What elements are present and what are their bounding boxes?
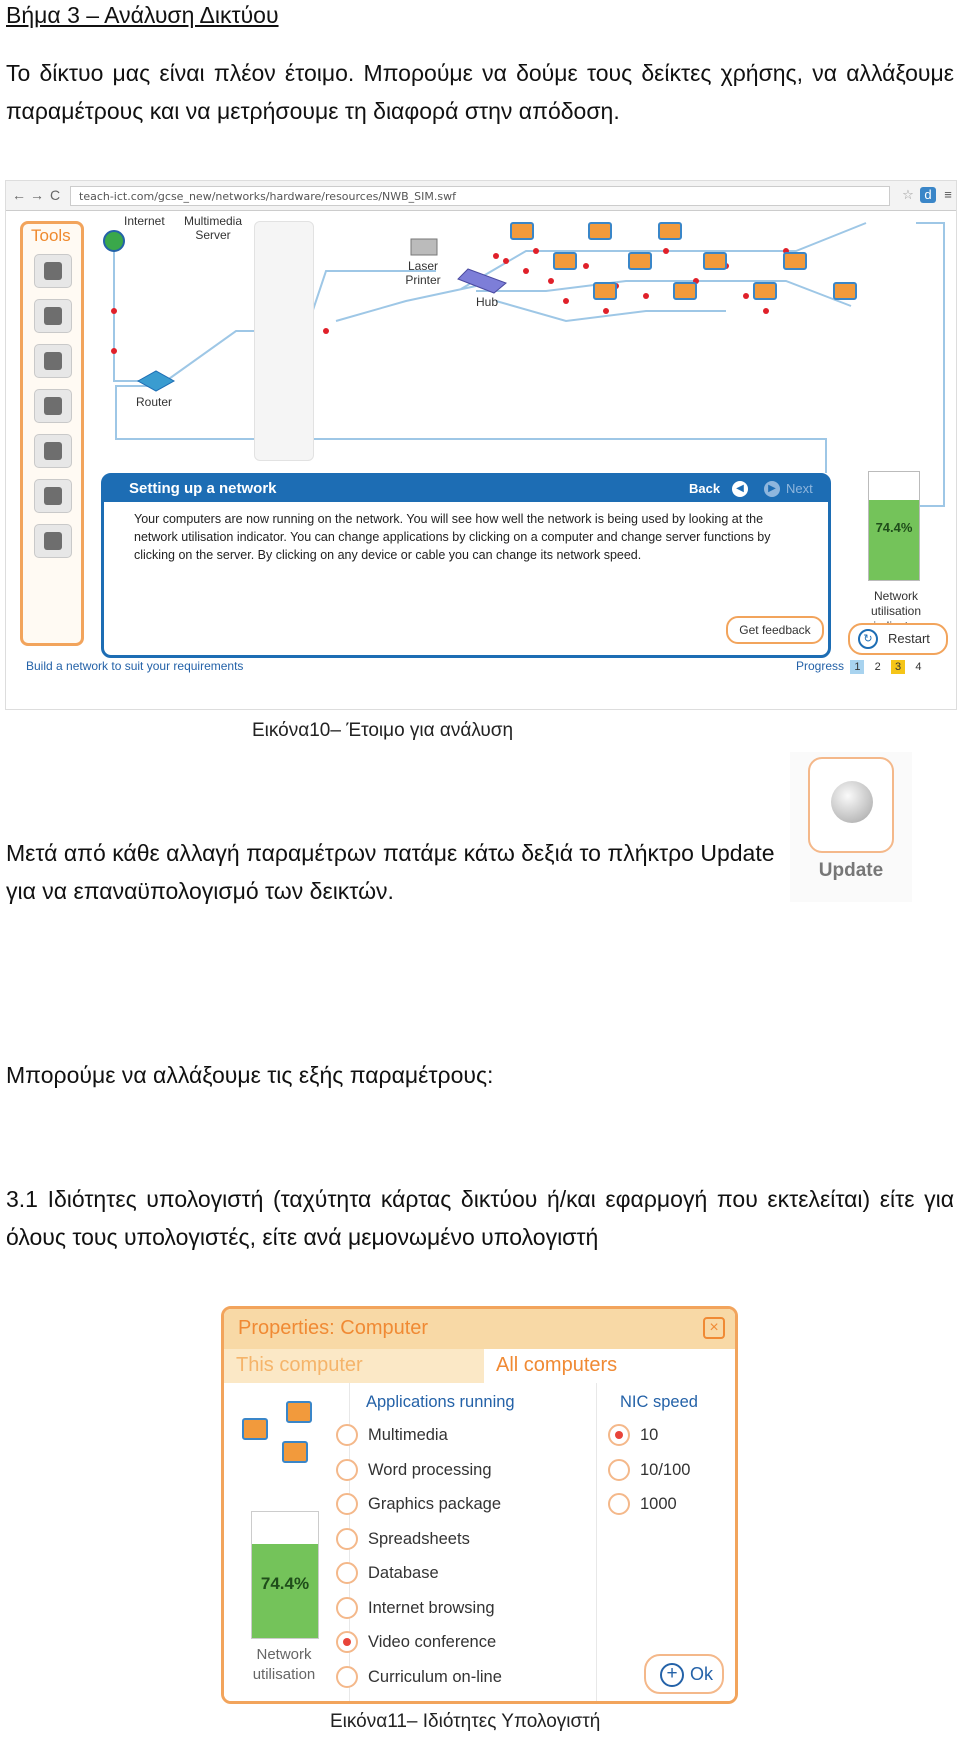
utilisation-fill [869, 500, 919, 580]
server-icon [44, 397, 62, 415]
dialog-tabs [224, 1349, 735, 1383]
restart-button[interactable] [848, 623, 948, 655]
progress-step[interactable]: 3 [891, 660, 905, 674]
application-option[interactable] [336, 1492, 501, 1518]
nic-speed-option-label: 1000 [640, 1495, 677, 1513]
application-option-label: Graphics package [368, 1495, 501, 1513]
ok-button[interactable] [644, 1654, 724, 1694]
back-arrow-icon[interactable]: ◀ [732, 481, 748, 497]
switch-icon [44, 532, 62, 550]
radio-button[interactable] [336, 1459, 358, 1481]
parameters-intro: Μπορούμε να αλλάξουμε τις εξής παραμέτρους: [6, 1062, 494, 1088]
menu-icon[interactable]: ≡ [944, 187, 952, 202]
application-option-label: Word processing [368, 1460, 492, 1479]
cable-icon [44, 487, 62, 505]
tool-computer-button[interactable] [34, 254, 72, 288]
radio-button[interactable] [608, 1424, 630, 1446]
radio-button[interactable] [336, 1562, 358, 1584]
back-arrow-icon[interactable]: ← [12, 187, 26, 203]
application-option[interactable] [336, 1458, 492, 1484]
back-button[interactable]: Back [689, 481, 721, 496]
computer-icon [282, 1441, 308, 1463]
tool-switch-button[interactable] [34, 524, 72, 558]
simulator-area [6, 211, 957, 710]
item-3-1: 3.1 Ιδιότητες υπολογιστή (ταχύτητα κάρτας δικτύου ή/και εφαρμογή που εκτελείται) είτε για όλους τους υπολογιστές, είτε ανά μεμονωμένο υπολογιστή [6, 1186, 954, 1250]
application-option-label: Curriculum on-line [368, 1667, 502, 1686]
utilisation-value: 74.4% [875, 520, 913, 535]
address-bar[interactable]: teach-ict.com/gcse_new/networks/hardware/resources/NWB_SIM.swf [70, 186, 890, 206]
figure-network-simulator [5, 180, 957, 710]
computer-icon [286, 1401, 312, 1423]
application-option[interactable] [336, 1630, 496, 1656]
application-option[interactable] [336, 1596, 495, 1622]
internet-label: Internet [124, 214, 165, 228]
progress-label: Progress [796, 659, 845, 673]
application-option-label: Spreadsheets [368, 1529, 470, 1548]
update-knob-icon [831, 781, 873, 823]
application-option-label: Database [368, 1564, 439, 1582]
radio-button[interactable] [336, 1528, 358, 1550]
hub-icon [44, 352, 62, 370]
application-option[interactable] [336, 1561, 439, 1587]
hub-label: Hub [476, 295, 499, 309]
radio-button[interactable] [608, 1493, 630, 1515]
get-feedback-button[interactable]: Get feedback [726, 616, 824, 644]
network-utilisation-indicator [868, 471, 920, 581]
application-option-label: Internet browsing [368, 1598, 495, 1617]
applications-header: Applications running [366, 1393, 515, 1411]
application-option-label: Video conference [368, 1633, 497, 1651]
dialog-title: Properties: Computer [238, 1317, 429, 1339]
network-utilisation-indicator [251, 1511, 319, 1639]
printer-icon [44, 307, 62, 325]
computer-icon [44, 262, 62, 280]
nic-speed-header: NIC speed [620, 1393, 698, 1411]
reload-icon[interactable]: C [50, 187, 61, 203]
radio-button[interactable] [336, 1597, 358, 1619]
progress-indicator [796, 659, 925, 674]
tools-panel [20, 221, 84, 646]
router-label: Router [136, 395, 173, 409]
ok-label: Ok [690, 1664, 714, 1684]
radio-button[interactable] [336, 1493, 358, 1515]
restart-icon: ↻ [858, 629, 878, 649]
build-network-text: Build a network to suit your requirements [26, 659, 244, 673]
nic-speed-option[interactable] [608, 1458, 690, 1484]
update-label: Update [818, 860, 884, 881]
radio-button[interactable] [336, 1424, 358, 1446]
extension-icon[interactable]: d [920, 187, 936, 203]
close-icon[interactable]: × [703, 1317, 725, 1339]
divider [596, 1383, 597, 1701]
panel-header [104, 476, 828, 502]
radio-button[interactable] [608, 1459, 630, 1481]
utilisation-value: 74.4% [260, 1574, 310, 1593]
forward-arrow-icon[interactable]: → [30, 187, 44, 203]
computer-icon [242, 1418, 268, 1440]
browser-toolbar [6, 181, 956, 211]
multimedia-server-label: Multimedia Server [183, 214, 243, 242]
tool-hub-button[interactable] [34, 344, 72, 378]
nic-speed-option-label: 10/100 [640, 1460, 691, 1479]
utilisation-label: Network utilisation [252, 1646, 316, 1683]
panel-title: Setting up a network [129, 480, 277, 497]
radio-button[interactable] [336, 1631, 358, 1653]
utilisation-label: Network utilisation [870, 589, 922, 618]
radio-button[interactable] [336, 1666, 358, 1688]
star-icon[interactable]: ☆ [902, 187, 914, 202]
nic-speed-option[interactable] [608, 1492, 677, 1518]
nic-speed-option[interactable] [608, 1423, 658, 1449]
tab-all-computers[interactable]: All computers [484, 1349, 738, 1383]
tools-title: Tools [31, 226, 71, 245]
update-button[interactable] [808, 757, 894, 853]
plus-circle-icon: + [660, 1663, 684, 1687]
tool-cable-button[interactable] [34, 479, 72, 513]
dialog-body [224, 1383, 735, 1701]
progress-step[interactable]: 4 [915, 661, 922, 673]
intro-paragraph: Το δίκτυο μας είναι πλέον έτοιμο. Μπορούμε να δούμε τους δείκτες χρήσης, να αλλάξουμε παραμέτρους και να μετρήσουμε τη διαφορά στην απόδοση. [6, 60, 954, 124]
dialog-title-bar [224, 1309, 735, 1349]
figure10-caption: Εικόνα10– Έτοιμο για ανάλυση [252, 720, 514, 741]
application-option[interactable] [336, 1527, 470, 1553]
progress-step[interactable]: 2 [874, 661, 881, 673]
tool-router-button[interactable] [34, 434, 72, 468]
router-icon [44, 442, 62, 460]
tool-printer-button[interactable] [34, 299, 72, 333]
application-option-label: Multimedia [368, 1426, 448, 1444]
laser-printer-label: Laser Printer [405, 259, 441, 287]
server-column[interactable] [254, 221, 314, 461]
page-heading: Βήμα 3 – Ανάλυση Δικτύου [6, 2, 279, 28]
nic-speed-option-label: 10 [640, 1426, 659, 1444]
panel-instructions: Your computers are now running on the network. You will see how well the network is being used by looking at the network utilisation indicator. You can change applications by clicking on a computer and change server functions by clicking on the server. By clicking on any device or cable you can change its network speed. [134, 512, 771, 562]
properties-computer-dialog [221, 1306, 738, 1704]
figure11-caption: Εικόνα11– Ιδιότητες Υπολογιστή [330, 1711, 601, 1732]
tab-this-computer[interactable]: This computer [224, 1349, 484, 1383]
next-button: Next [786, 481, 813, 496]
progress-step[interactable]: 1 [850, 660, 864, 674]
setting-up-network-panel [101, 473, 831, 658]
update-paragraph: Μετά από κάθε αλλαγή παραμέτρων πατάμε κάτω δεξιά το πλήκτρο Update για να επαναϋπολογισμό των δεικτών. [6, 840, 775, 904]
tool-server-button[interactable] [34, 389, 72, 423]
next-arrow-icon: ▶ [764, 481, 780, 497]
application-option[interactable] [336, 1665, 502, 1691]
application-option[interactable] [336, 1423, 448, 1449]
restart-label: Restart [888, 631, 930, 646]
update-button-image [790, 752, 912, 902]
